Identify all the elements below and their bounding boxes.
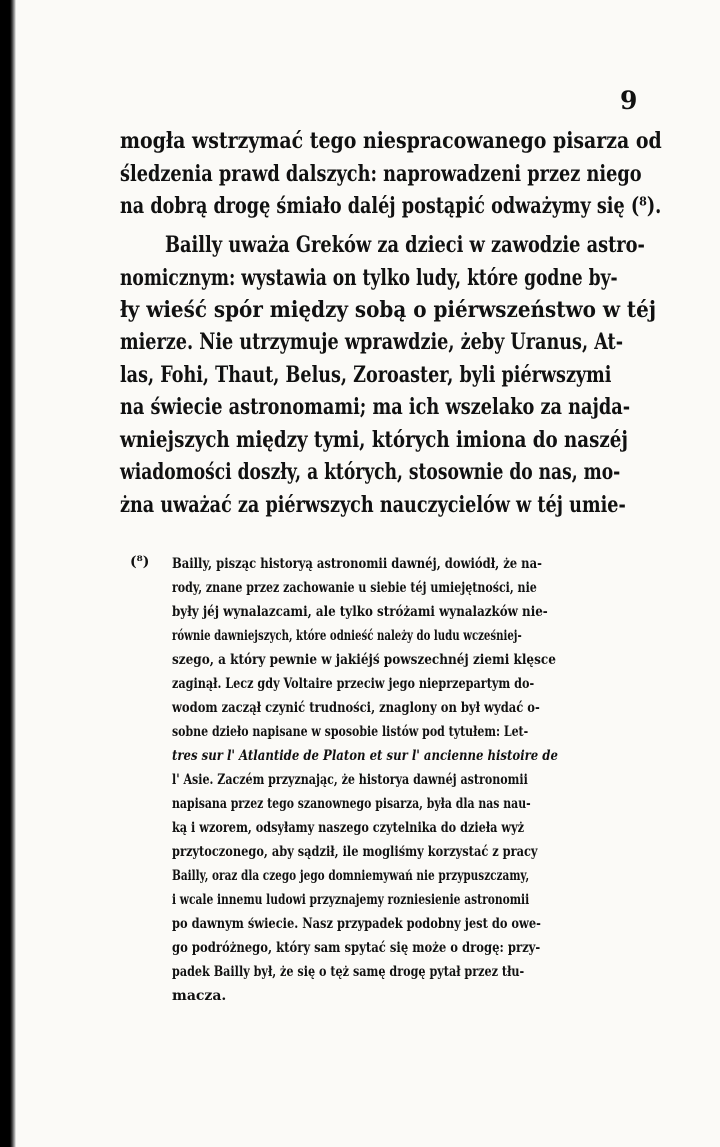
footnote-line: rody, znane przez zachowanie u siebie téj umiejętności, nie — [172, 580, 537, 596]
body-line: nomicznym: wystawia on tylko ludy, które godne by- — [120, 265, 618, 291]
footnote-line: szego, a który pewnie w jakiéjś powszechnéj ziemi klęsce — [172, 652, 556, 668]
footnote-line: były jéj wynalazcami, ale tylko stróżami wynalazków nie- — [172, 604, 548, 620]
body-line: las, Fohi, Thaut, Belus, Zoroaster, byli piérwszymi — [120, 362, 612, 388]
footnote-line: macza. — [172, 988, 227, 1004]
footnote-line: równie dawniejszych, które odnieść należy do ludu wcześniej- — [172, 628, 522, 644]
footnote-line: Bailly, oraz dla czego jego domniemywań nie przypuszczamy, — [172, 868, 530, 884]
page-binding-edge — [0, 0, 16, 1147]
body-line: Bailly uważa Greków za dzieci w zawodzie astro- — [165, 232, 645, 258]
footnote-line: sobne dzieło napisane w sposobie listów pod tytułem: Let- — [172, 724, 529, 740]
body-line: mogła wstrzymać tego niespracowanego pisarza od — [120, 128, 662, 154]
body-line: ły wieść spór między sobą o piérwszeństwo w téj — [120, 297, 657, 323]
footnote-line: po dawnym świecie. Nasz przypadek podobny jest do owe- — [172, 916, 541, 932]
footnote-marker: (⁸) — [130, 554, 150, 570]
body-line: wiadomości doszły, a których, stosownie do nas, mo- — [120, 459, 621, 485]
footnote-line: i wcale innemu ludowi przyznajemy rozniesienie astronomii — [172, 892, 530, 908]
body-line: wniejszych między tymi, których imiona do naszéj — [120, 427, 628, 453]
footnote-line: napisana przez tego szanownego pisarza, była dla nas nau- — [172, 796, 531, 812]
footnote-line: padek Bailly był, że się o tęż samę drogę pytał przez tłu- — [172, 964, 525, 980]
footnote-line: Bailly, pisząc historyą astronomii dawnéj, dowiódł, że na- — [172, 556, 542, 572]
footnote-line: l' Asie. Zaczém przyznając, że historya dawnéj astronomii — [172, 772, 528, 788]
footnote-line: przytoczonego, aby sądził, ile mogliśmy korzystać z pracy — [172, 844, 538, 860]
body-line: mierze. Nie utrzymuje wprawdzie, żeby Uranus, At- — [120, 329, 623, 355]
footnote-line: ką i wzorem, odsyłamy naszego czytelnika do dzieła wyż — [172, 820, 525, 836]
body-line: śledzenia prawd dalszych: naprowadzeni przez niego — [120, 161, 642, 187]
footnote-line: tres sur l' Atlantide de Platon et sur l' ancienne histoire de — [172, 748, 558, 764]
footnote-line: zaginął. Lecz gdy Voltaire przeciw jego nieprzepartym do- — [172, 676, 535, 692]
body-line: na dobrą drogę śmiało daléj postąpić odważymy się (⁸). — [120, 193, 662, 219]
footnote-line: wodom zaczął czynić trudności, znaglony on był wydać o- — [172, 700, 540, 716]
body-line: żna uważać za piérwszych nauczycielów w téj umie- — [120, 492, 626, 518]
page-number: 9 — [620, 86, 638, 115]
body-line: na świecie astronomami; ma ich wszelako za najda- — [120, 394, 631, 420]
footnote-line: go podróżnego, który sam spytać się może o drogę: przy- — [172, 940, 541, 956]
